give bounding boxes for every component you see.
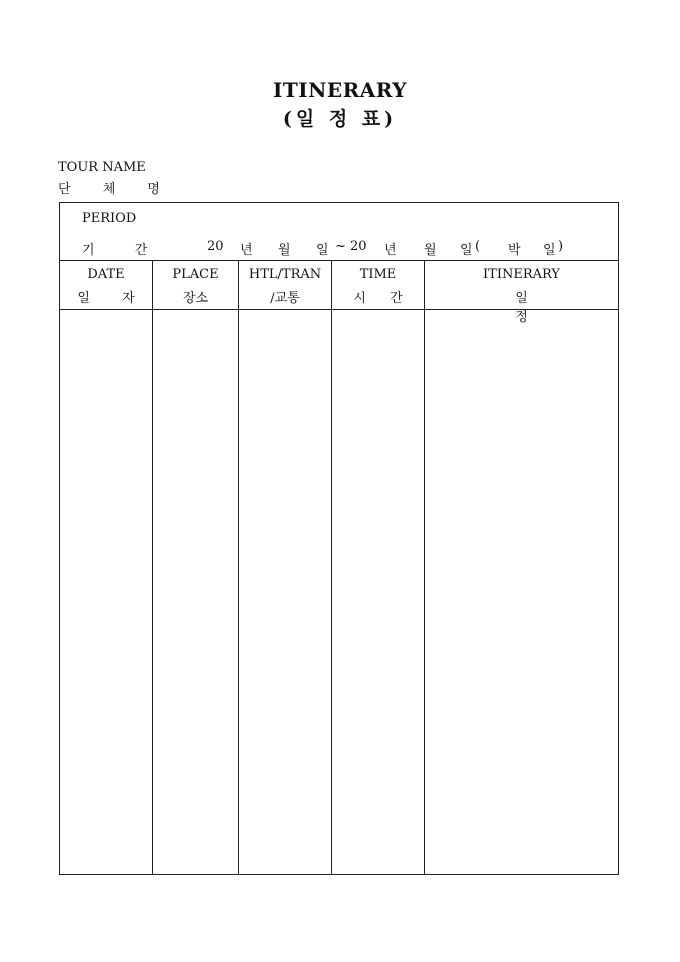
period-label-ko: 기 간: [82, 243, 166, 258]
period-start-day-word: 일: [316, 243, 329, 258]
period-start-year-prefix: 20: [207, 239, 224, 254]
period-end-month-word: 월: [424, 243, 437, 258]
column-header-itinerary-ko: 일 정: [515, 291, 574, 325]
column-header-hotel-transport-ko: /교통: [270, 291, 300, 306]
column-header-time-en: TIME: [359, 267, 397, 282]
period-start-month-word: 월: [278, 243, 291, 258]
column-header-itinerary: [425, 261, 618, 325]
column-header-hotel-transport: [239, 261, 331, 309]
title-sub: (일 정 표): [282, 108, 398, 130]
period-end-day-word: 일: [460, 243, 473, 258]
period-nights-word: 박: [508, 243, 521, 258]
period-end-year-prefix: 20: [350, 239, 367, 254]
period-label-en: PERIOD: [82, 211, 137, 226]
period-row: [60, 203, 618, 261]
column-header-time-ko: 시 간: [353, 291, 413, 306]
column-header-place-ko: 장소: [182, 291, 209, 306]
tour-name-label-en: TOUR NAME: [58, 160, 146, 175]
column-header-date-ko: 일 자: [77, 291, 149, 306]
period-paren-open: (: [475, 239, 481, 254]
itinerary-body-blank: [60, 310, 618, 874]
title-main: ITINERARY: [272, 78, 408, 102]
period-tilde: ~: [335, 239, 346, 254]
itinerary-table: [59, 202, 619, 875]
column-header-date-en: DATE: [87, 267, 125, 282]
column-header-itinerary-en: ITINERARY: [483, 267, 560, 282]
column-header-date: [60, 261, 152, 309]
column-header-hotel-transport-en: HTL/TRAN: [248, 267, 322, 282]
period-end-year-word: 년: [384, 243, 397, 258]
period-days-word: 일: [543, 243, 556, 258]
tour-name-label-ko: 단 체 명: [58, 182, 174, 197]
period-paren-close: ): [558, 239, 564, 254]
period-start-year-word: 년: [240, 243, 253, 258]
column-header-place-en: PLACE: [172, 267, 219, 282]
column-header-place: [153, 261, 238, 309]
column-header-time: [332, 261, 424, 309]
